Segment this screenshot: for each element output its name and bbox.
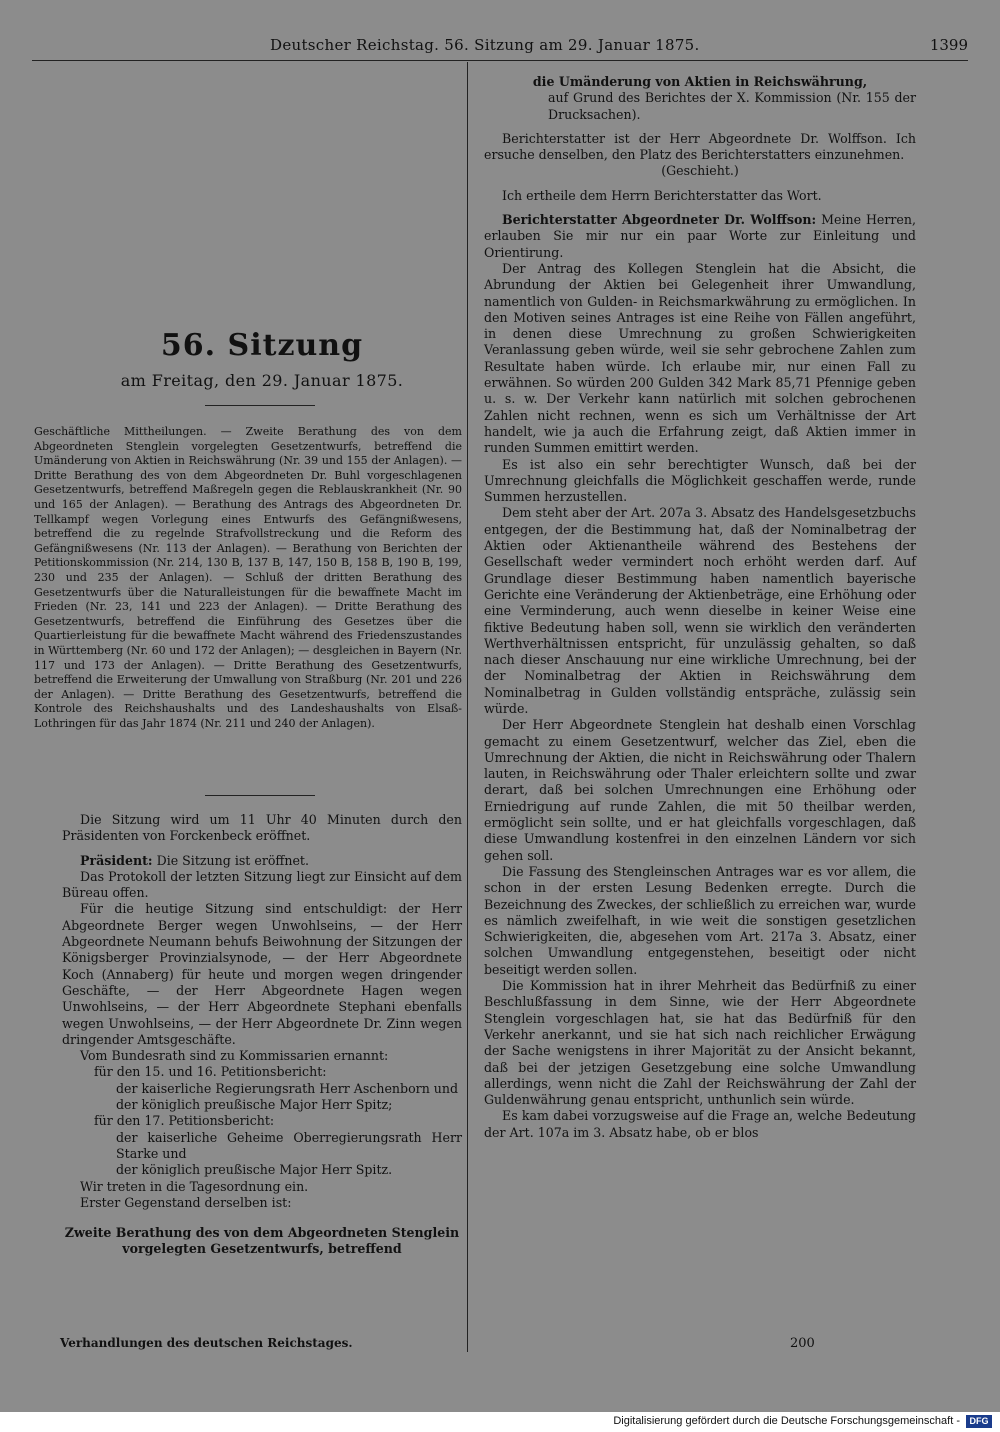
excused-paragraph: Für die heutige Sitzung sind entschuldigt: der Herr Abgeordnete Berger wegen Unwohlseins, — der Herr Abgeordnete Neumann behufs Beiwohnung der Sitzungen der Königsberger Provinzialsynode, — der Herr Abgeordnete Koch (Annaberg) für heute und morgen wegen dringender Geschäfte, — der Herr Abgeordnete Hagen wegen Unwohlseins, — der Herr Abgeordnete Stephani ebenfalls wegen Unwohlseins, — der Herr Abgeordnete Dr. Zinn wegen dringender Amtsgeschäfte. — [62, 901, 462, 1047]
agenda-heading-continued: die Umänderung von Aktien in Reichswährung, — [532, 74, 868, 89]
toc-text: Geschäftliche Mittheilungen. — Zweite Berathung des von dem Abgeordneten Stenglein vorgelegten Gesetzentwurfs, betreffend die Umänderung von Aktien in Reichswährung (Nr. 39 und 155 der Anlagen). — Dritte Berathung des von dem Abgeordneten Dr. Buhl vorgeschlagenen Gesetzentwurfs, betreffend Maßregeln gegen die Reblauskrankheit (Nr. 90 und 165 der Anlagen). — Berathung des Antrags des Abgeordneten Dr. Tellkampf wegen Vorlegung eines Entwurfs des Gefängnißwesens, betreffend die zu regelnde Strafvollstreckung und die Reform des Gefängnißwesens (Nr. 113 der Anlagen). — Berathung von Berichten der Petitionskommission (Nr. 214, 130 B, 137 B, 147, 150 B, 158 B, 190 B, 199, 230 und 235 der Anlagen). — Schluß der dritten Berathung des Gesetzentwurfs über die Naturalleistungen für die bewaffnete Macht im Frieden (Nr. 23, 141 und 223 der Anlagen). — Dritte Berathung des Gesetzentwurfs, betreffend die Einführung des Gesetzes über die Quartierleistung für die bewaffnete Macht während des Friedenszustandes in Württemberg (Nr. 60 und 172 der Anlagen); — desgleichen in Bayern (Nr. 117 und 173 der Anlagen). — Dritte Berathung des Gesetzentwurfs, betreffend die Erweiterung der Umwallung von Straßburg (Nr. 201 und 226 der Anlagen). — Dritte Berathung des Gesetzentwurfs, betreffend die Kontrole des Reichshaushalts und des Landeshaushalts von Elsaß-Lothringen für das Jahr 1874 (Nr. 211 und 240 der Anlagen). — [34, 425, 462, 730]
speech-intro — [484, 212, 916, 261]
running-title: Deutscher Reichstag. 56. Sitzung am 29. Januar 1875. — [270, 36, 700, 54]
agenda-heading: Zweite Berathung des von dem Abgeordneten Stenglein vorgelegten Gesetzentwurfs, betreffend — [64, 1225, 460, 1257]
title-rule — [205, 405, 315, 406]
speech-paragraph: Der Herr Abgeordnete Stenglein hat deshalb einen Vorschlag gemacht zu einem Gesetzentwurf, welcher das Ziel, eben die Umrechnung der Aktien, die nicht in Reichswährung oder Thalern lauten, in Reichswährung oder Thaler erleichtern sollte und zwar derart, daß bei solchen Umrechnungen eine Erhöhung oder Erniedrigung auf runde Zahlen, die mit 50 theilbar werden, ermöglicht sein sollte, und er hat gleichfalls vorgeschlagen, daß diese Umwandlung kostenfrei in den einzelnen Ländern vor sich gehen soll. — [484, 717, 916, 863]
speech-paragraph: Die Fassung des Stengleinschen Antrages war es vor allem, die schon in der ersten Lesung Bedenken erregte. Durch die Bezeichnung des Zweckes, der schließlich zu erreichen war, wurde es nämlich zweifelhaft, in wie weit die sonstigen gesetzlichen Schwierigkeiten, die, abgesehen vom Art. 217a 3. Absatz, einer solchen Umwandlung entgegenstehen, beseitigt oder nicht beseitigt werden sollen. — [484, 863, 916, 977]
speech-paragraph: Es ist also ein sehr berechtigter Wunsch, daß bei der Umrechnung gleichfalls die Möglichkeit geschaffen werde, runde Summen herzustellen. — [484, 456, 916, 505]
speaker-label: Berichterstatter Abgeordneter Dr. Wolffson: — [502, 212, 817, 228]
page-header — [30, 34, 970, 58]
table-of-contents — [34, 425, 462, 731]
left-column — [62, 812, 462, 1258]
toc-rule — [205, 795, 315, 796]
agenda-heading-rest: auf Grund des Berichtes der X. Kommission (Nr. 155 der Drucksachen). — [548, 90, 916, 122]
speaker-text: Meine Herren, erlauben Sie mir nur ein paar Worte zur Einleitung und Orientirung. — [484, 212, 916, 260]
speech-paragraph: Die Kommission hat in ihrer Mehrheit das Bedürfniß zu einer Beschlußfassung in dem Sinne, wie der Herr Abgeordnete Stenglein vorgeschlagen hat, sie hat das Bedürfniß für den Verkehr anerkannt, und sie hat sich nach reichlicher Erwägung der Sache wenigstens in ihrer Majorität zu der Ansicht bekannt, daß bei der jetzigen Gesetzgebung eine solche Umwandlung allerdings, wenn nicht die Zahl der Reichswährung der Zahl der Guldenwährung genau entspricht, unthunlich sein würde. — [484, 978, 916, 1108]
session-title: 56. Sitzung — [160, 328, 364, 363]
speech-paragraph: Dem steht aber der Art. 207a 3. Absatz des Handelsgesetzbuchs entgegen, der die Bestimmung hat, daß der Nominalbetrag der Aktien oder Aktienantheile während des Bestehens der Gesellschaft weder vermindert noch erhöht werden darf. Auf Grundlage dieser Bestimmung haben namentlich bayerische Gerichte eine Veränderung der Aktienbeträge, eine Erhöhung oder eine Verminderung, auch wenn dieselbe in keiner Weise eine fiktive Bedeutung haben soll, wenn sie wirklich den veränderten Werthverhältnissen entspricht, für unzulässig gehalten, so daß nach dieser Anschauung nur eine wirkliche Umrechnung, bei der der Nominalbetrag der Aktien in Reichswährung dem Nominalbetrag in Gulden vollständig entspräche, zulässig sein würde. — [484, 505, 916, 716]
credit-bar — [0, 1412, 1000, 1432]
spacer — [484, 180, 916, 188]
column-divider — [467, 62, 468, 1352]
rapporteur-paragraph: Berichterstatter ist der Herr Abgeordnete Dr. Wolffson. Ich ersuche denselben, den Platz des Berichterstatters einzunehmen. — [484, 130, 916, 163]
protocol-paragraph: Das Protokoll der letzten Sitzung liegt zur Einsicht auf dem Büreau offen. — [62, 868, 462, 901]
speech-paragraph: Es kam dabei vorzugsweise auf die Frage an, welche Bedeutung der Art. 107a im 3. Absatz habe, ob er blos — [484, 1108, 916, 1140]
right-column — [484, 74, 916, 1141]
commissioners-paragraph: Vom Bundesrath sind zu Kommissarien ernannt: — [80, 1048, 389, 1064]
first-item-paragraph: Erster Gegenstand derselben ist: — [80, 1194, 292, 1210]
speaker-label: Präsident: — [80, 852, 153, 868]
stage-direction: (Geschieht.) — [661, 163, 739, 179]
spacer — [62, 845, 462, 853]
header-rule — [32, 60, 968, 61]
opening-paragraph: Die Sitzung wird um 11 Uhr 40 Minuten durch den Präsidenten von Forckenbeck eröffnet. — [62, 812, 462, 844]
commission-member: der königlich preußische Major Herr Spitz. — [116, 1162, 393, 1178]
signature-number: 200 — [790, 1336, 815, 1351]
spacer — [484, 204, 916, 212]
commission-item: für den 17. Petitionsbericht: — [94, 1113, 275, 1129]
session-date: am Freitag, den 29. Januar 1875. — [120, 371, 404, 390]
president-paragraph — [62, 853, 462, 869]
credit-text: Digitalisierung gefördert durch die Deutsche Forschungsgemeinschaft - — [613, 1415, 960, 1427]
commission-member: der kaiserliche Regierungsrath Herr Aschenborn und — [116, 1080, 459, 1096]
spacer — [484, 123, 916, 131]
page-number: 1399 — [929, 36, 968, 54]
word-paragraph: Ich ertheile dem Herrn Berichterstatter das Wort. — [502, 187, 822, 203]
speaker-text: Die Sitzung ist eröffnet. — [152, 852, 310, 868]
footer-source: Verhandlungen des deutschen Reichstages. — [60, 1336, 353, 1350]
dfg-logo: DFG — [966, 1415, 992, 1428]
commission-member: der königlich preußische Major Herr Spitz; — [116, 1097, 393, 1113]
commission-item: für den 15. und 16. Petitionsbericht: — [94, 1064, 327, 1080]
spacer — [62, 1211, 462, 1225]
agenda-paragraph: Wir treten in die Tagesordnung ein. — [80, 1178, 309, 1194]
speech-paragraph: Der Antrag des Kollegen Stenglein hat die Absicht, die Abrundung der Aktien bei Gelegenheit ihrer Umwandlung, namentlich von Gulden- in Reichsmarkwährung zu ermöglichen. In den Motiven seines Antrages ist eine Reihe von Fällen angeführt, in denen diese Umrechnung zu großen Schwierigkeiten Veranlassung geben würde, weil sie sehr gebrochene Zahlen zum Resultate haben würde. Ich erlaube mir, nur einen Fall zu erwähnen. So würden 200 Gulden 342 Mark 85,71 Pfennige geben u. s. w. Der Verkehr kann natürlich mit solchen gebrochenen Zahlen nicht rechnen, wenn es sich um Verhältnisse der Art handelt, wie ja auch die Erfahrung zeigt, daß Aktien immer in runden Summen emittirt werden. — [484, 260, 916, 456]
commission-member: der kaiserliche Geheime Oberregierungsrath Herr Starke und — [116, 1129, 462, 1161]
